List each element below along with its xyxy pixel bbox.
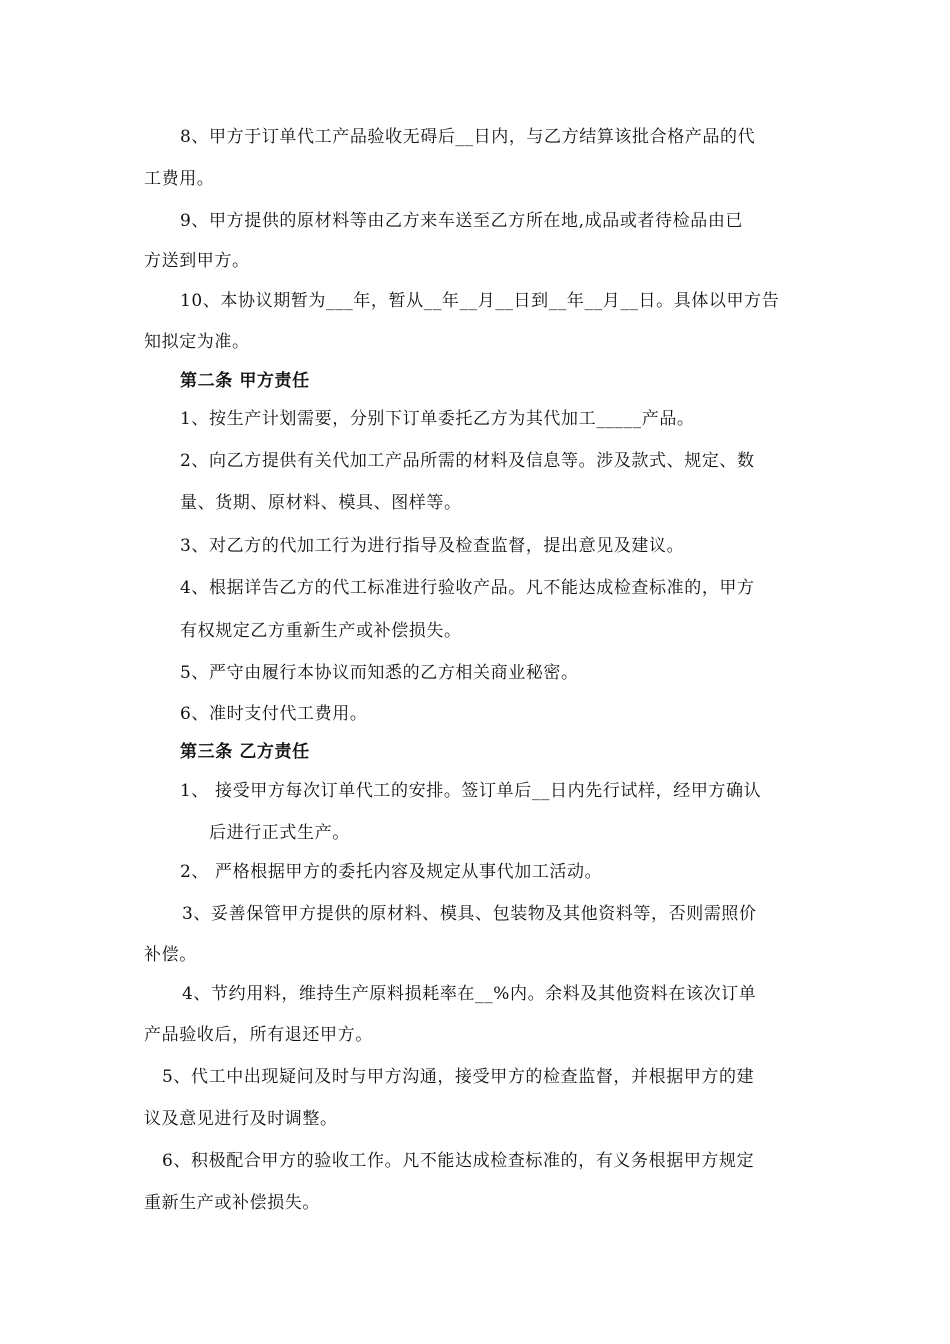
clause-8-line-1: 8、甲方于订单代工产品验收无碍后__日内，与乙方结算该批合格产品的代 <box>180 127 756 147</box>
article-3-item-5-line-1: 5、代工中出现疑问及时与甲方沟通，接受甲方的检查监督，并根据甲方的建 <box>162 1067 755 1087</box>
article-3-item-5-line-2: 议及意见进行及时调整。 <box>144 1109 338 1129</box>
article-2-item-4-line-2: 有权规定乙方重新生产或补偿损失。 <box>180 621 462 641</box>
section-heading-article-2: 第二条 甲方责任 <box>180 371 310 391</box>
article-3-item-2: 2、 严格根据甲方的委托内容及规定从事代加工活动。 <box>180 862 603 882</box>
article-3-item-1-line-2: 后进行正式生产。 <box>209 823 350 843</box>
section-heading-article-3: 第三条 乙方责任 <box>180 742 310 762</box>
clause-10-line-2: 知拟定为准。 <box>144 332 250 352</box>
article-3-item-6-line-1: 6、积极配合甲方的验收工作。凡不能达成检查标准的，有义务根据甲方规定 <box>162 1151 755 1171</box>
article-3-item-4-line-1: 4、节约用料，维持生产原料损耗率在__%内。余料及其他资料在该次订单 <box>182 984 757 1004</box>
article-2-item-1: 1、按生产计划需要，分别下订单委托乙方为其代加工_____产品。 <box>180 409 695 429</box>
article-2-item-6: 6、准时支付代工费用。 <box>180 704 368 724</box>
article-2-item-4-line-1: 4、根据详告乙方的代工标准进行验收产品。凡不能达成检查标准的，甲方 <box>180 578 755 598</box>
article-2-item-2-line-1: 2、向乙方提供有关代加工产品所需的材料及信息等。涉及款式、规定、数 <box>180 451 755 471</box>
article-3-item-3-line-1: 3、妥善保管甲方提供的原材料、模具、包装物及其他资料等，否则需照价 <box>182 904 757 924</box>
article-2-item-5: 5、严守由履行本协议而知悉的乙方相关商业秘密。 <box>180 663 579 683</box>
clause-9-line-1: 9、甲方提供的原材料等由乙方来车送至乙方所在地,成品或者待检品由已 <box>180 211 744 231</box>
article-3-item-1-line-1: 1、 接受甲方每次订单代工的安排。签订单后__日内先行试样，经甲方确认 <box>180 781 762 801</box>
article-3-item-4-line-2: 产品验收后，所有退还甲方。 <box>144 1025 373 1045</box>
article-2-item-3: 3、对乙方的代加工行为进行指导及检查监督，提出意见及建议。 <box>180 536 685 556</box>
clause-9-line-2: 方送到甲方。 <box>144 251 250 271</box>
clause-8-line-2: 工费用。 <box>144 169 215 189</box>
article-3-item-3-line-2: 补偿。 <box>144 945 197 965</box>
clause-10-line-1: 10、本协议期暂为___年，暂从__年__月__日到__年__月__日。具体以甲方告 <box>180 291 780 311</box>
article-2-item-2-line-2: 量、货期、原材料、模具、图样等。 <box>180 493 462 513</box>
article-3-item-6-line-2: 重新生产或补偿损失。 <box>144 1193 320 1213</box>
